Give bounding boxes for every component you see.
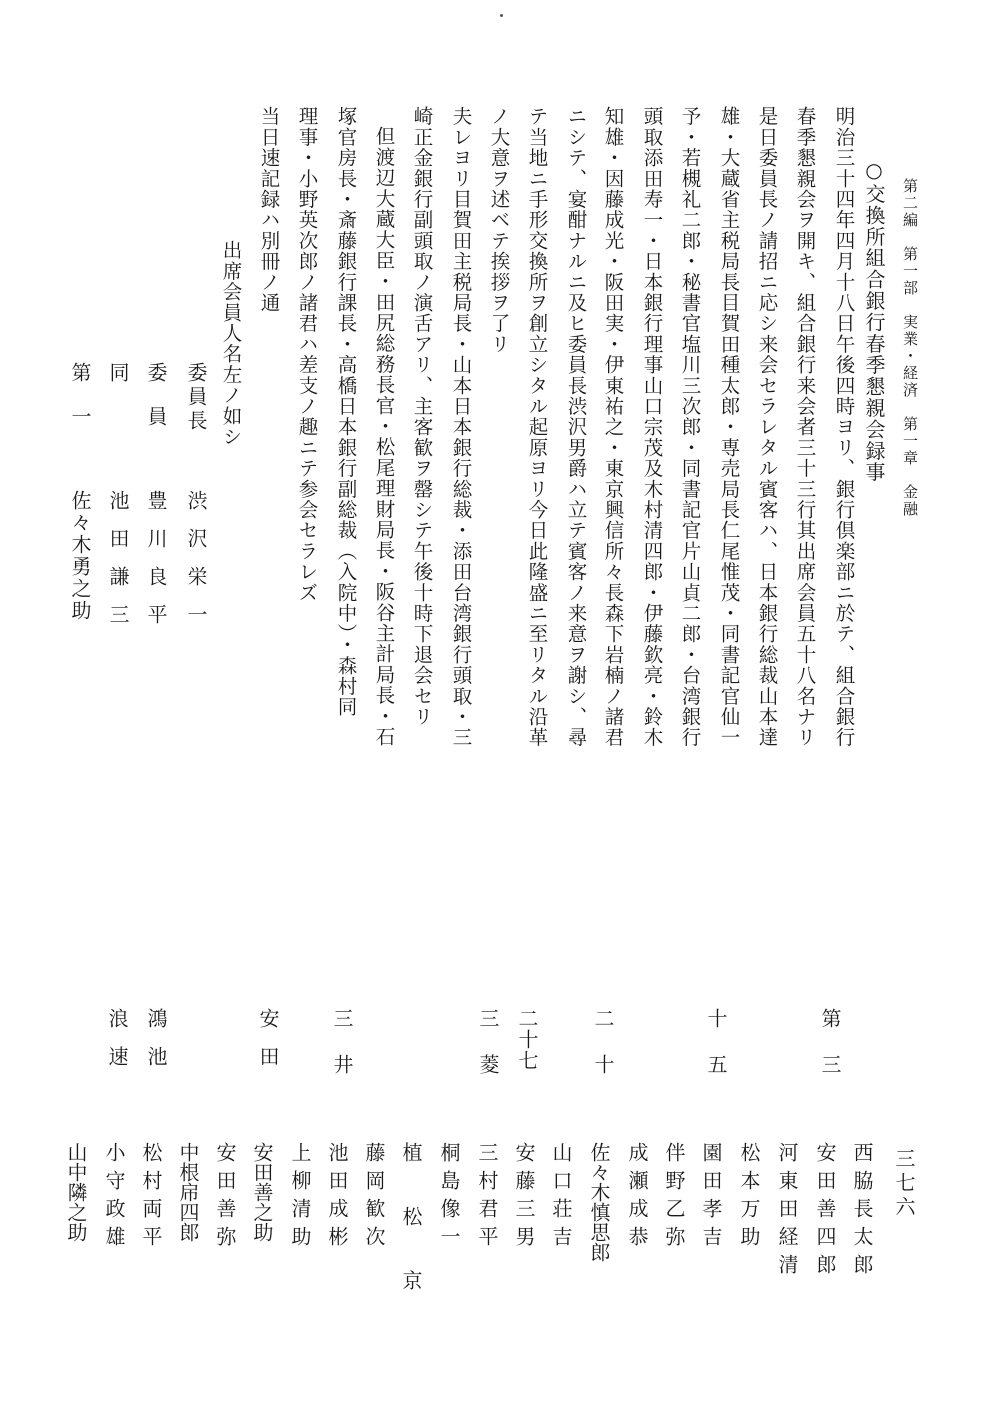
article-line: ノ大意ヲ述ベテ挨拶ヲ了リ — [487, 106, 511, 355]
committee-name: 池田謙三 — [106, 490, 130, 642]
attendance-heading: 出席会員人名左ノ如シ — [219, 240, 243, 447]
committee-role: 委員 — [144, 362, 168, 450]
running-header: 第二編 第一部 実業・経済 第一章 金融 — [901, 178, 919, 518]
member-name: 河東田経清 — [775, 1142, 799, 1282]
member-name: 桐島像一 — [437, 1142, 461, 1254]
member-name: 山口荘吉 — [549, 1142, 573, 1254]
member-name: 松本万助 — [737, 1142, 761, 1254]
article-line: テ当地ニ手形交換所ヲ創立シタル起原ヨリ今日此隆盛ニ至リタル沿革 — [525, 106, 549, 748]
group-label: 二十 — [591, 1008, 615, 1100]
member-name: 成瀬成恭 — [625, 1142, 649, 1254]
member-name: 安田善之助 — [250, 1142, 274, 1242]
committee-name: 豊川良平 — [144, 490, 168, 642]
group-label: 三井 — [330, 1008, 354, 1100]
member-name: 山中隣之助 — [64, 1142, 88, 1242]
article-line: 当日速記録ハ別冊ノ通 — [257, 106, 281, 313]
member-name: 伴野乙弥 — [662, 1142, 686, 1254]
article-line: 但渡辺大蔵大臣・田尻総務長官・松尾理財局長・阪谷主計局長・石 — [372, 126, 396, 747]
member-name: 西脇長太郎 — [850, 1142, 874, 1282]
article-line: 崎正金銀行副頭取ノ演舌アリ、主客歓ヲ罄シテ午後十時下退会セリ — [410, 106, 434, 727]
article-line: 頭取添田寿一・日本銀行理事山口宗茂及木村清四郎・伊藤欽亮・鈴木 — [640, 106, 664, 748]
committee-name: 渋沢栄一 — [184, 490, 208, 642]
member-name: 佐々木慎思郎 — [587, 1142, 611, 1262]
committee-role: 同 — [106, 362, 130, 382]
member-name: 園田孝吉 — [699, 1142, 723, 1254]
article-title: ○交換所組合銀行春季懇親会録事 — [862, 158, 886, 483]
member-name: 三村君平 — [475, 1142, 499, 1254]
article-line: 是日委員長ノ請招ニ応シ来会セラレタル賓客ハ、日本銀行総裁山本達 — [755, 106, 779, 748]
group-label: 安田 — [256, 1008, 280, 1084]
group-label: 鴻池 — [144, 1008, 168, 1084]
group-label: 浪速 — [105, 1008, 129, 1084]
article-line: 明治三十四年四月十八日午後四時ヨリ、銀行倶楽部ニ於テ、組合銀行 — [832, 106, 856, 748]
committee-role: 第一 — [68, 362, 92, 450]
article-line: ニシテ、宴酣ナルニ及ヒ委員長渋沢男爵ハ立テ賓客ノ来意ヲ謝シ、尋 — [564, 106, 588, 748]
member-name: 安田善四郎 — [813, 1142, 837, 1282]
member-name: 植松京 — [399, 1142, 423, 1334]
committee-role: 委員長 — [184, 362, 208, 434]
article-line: 雄・大蔵省主税局長目賀田種太郎・専売局長仁尾惟茂・同書記官仙一 — [717, 106, 741, 748]
article-line: 夫レヨリ目賀田主税局長・山本日本銀行総裁・添田台湾銀行頭取・三 — [449, 106, 473, 748]
article-line: 知雄・因藤成光・阪田実・伊東祐之・東京興信所々長森下岩楠ノ諸君 — [601, 106, 625, 748]
member-name: 上柳清助 — [288, 1142, 312, 1254]
article-line: 春季懇親会ヲ開キ、組合銀行来会者三十三行其出席会員五十八名ナリ — [793, 106, 817, 748]
article-line: 理事・小野英次郎ノ諸君ハ差支ノ趣ニテ参会セラレズ — [295, 106, 319, 603]
member-name: 小守政雄 — [102, 1142, 126, 1254]
member-name: 池田成彬 — [325, 1142, 349, 1254]
group-label: 二十七 — [515, 1008, 539, 1071]
group-label: 十五 — [704, 1008, 728, 1100]
group-label: 第三 — [818, 1008, 842, 1100]
member-name: 松村両平 — [139, 1142, 163, 1254]
page-number: 三七六 — [892, 1148, 916, 1220]
article-line: 塚官房長・斎藤銀行課長・高橋日本銀行副総裁（入院中）・森村同 — [334, 106, 358, 718]
article-line: 予・若槻礼二郎・秘書官塩川三次郎・同書記官片山貞二郎・台湾銀行 — [678, 106, 702, 748]
member-name: 藤岡歓次 — [362, 1142, 386, 1254]
member-name: 安藤三男 — [512, 1142, 536, 1254]
member-name: 安田善弥 — [213, 1142, 237, 1254]
member-name: 中根帍四郎 — [176, 1142, 200, 1242]
committee-name: 佐々木勇之助 — [68, 490, 92, 622]
page-speck — [500, 14, 503, 17]
group-label: 三菱 — [476, 1008, 500, 1100]
